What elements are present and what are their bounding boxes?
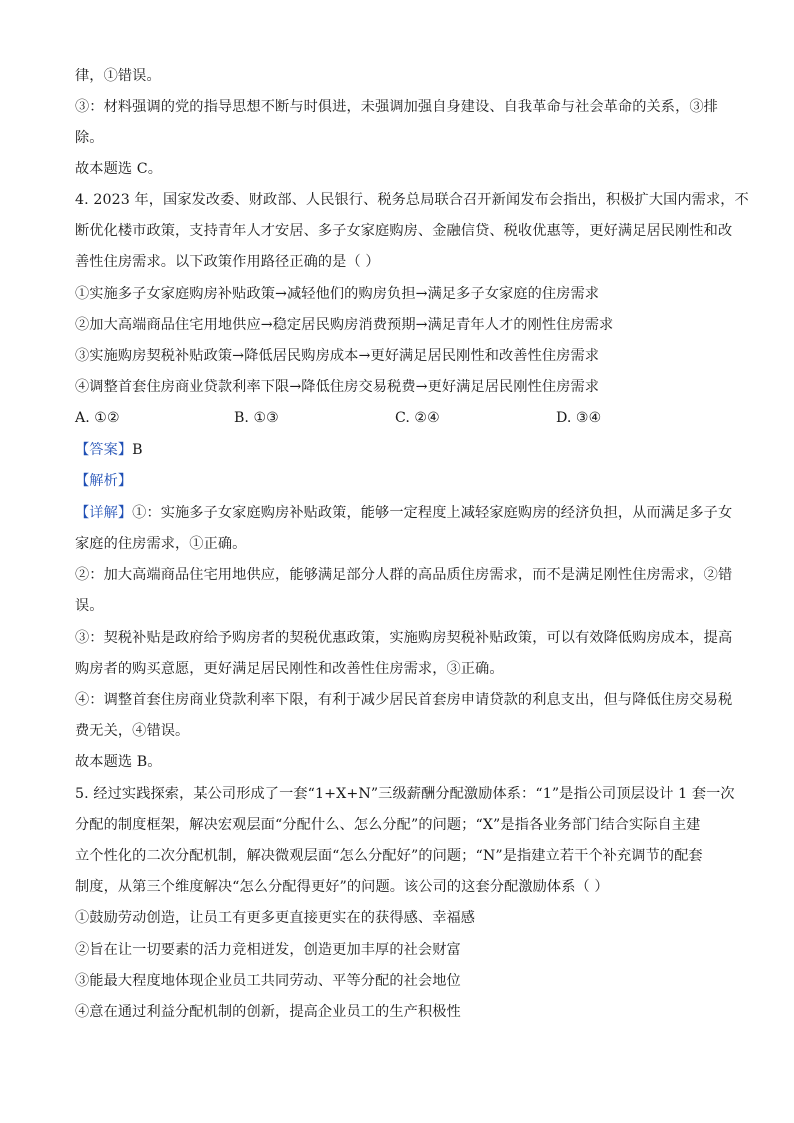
statement-1: ①实施多子女家庭购房补贴政策→减轻他们的购房负担→满足多子女家庭的住房需求 bbox=[75, 286, 600, 302]
detail-line bbox=[75, 503, 733, 523]
option-d: D. ③④ bbox=[556, 410, 602, 426]
question-5-stem: 制度，从第三个维度解决“怎么分配得更好”的问题。该公司的这套分配激励体系（ ） bbox=[75, 879, 609, 895]
question-5-stem: 立个性化的二次分配机制，解决微观层面“怎么分配好”的问题；“N”是指建立若干个补充调节的配套 bbox=[75, 848, 703, 864]
answer-line bbox=[75, 440, 725, 460]
question-4-stem: 善性住房需求。以下政策作用路径正确的是（ ） bbox=[75, 254, 380, 270]
statement-1: ①鼓励劳动创造，让员工有更多更直接更实在的获得感、幸福感 bbox=[75, 910, 476, 926]
text-line: 律，①错误。 bbox=[75, 68, 161, 84]
answer-tag: 【答案】 bbox=[75, 442, 133, 458]
text-line: 除。 bbox=[75, 130, 104, 146]
statement-4: ④意在通过利益分配机制的创新，提高企业员工的生产积极性 bbox=[75, 1004, 461, 1020]
detail-line: 故本题选 B。 bbox=[75, 754, 162, 770]
question-5-stem: 5. 经过实践探索，某公司形成了一套“1+X+N”三级薪酬分配激励体系：“1”是指公司顶层设计 1 套一次 bbox=[75, 786, 735, 802]
question-4-stem: 断优化楼市政策，支持青年人才安居、多子女家庭购房、金融信贷、税收优惠等，更好满足居民刚性和改 bbox=[75, 223, 733, 239]
text-line: 故本题选 C。 bbox=[75, 161, 163, 177]
detail-line: ③：契税补贴是政府给予购房者的契税优惠政策，实施购房契税补贴政策，可以有效降低购房成本，提高 bbox=[75, 630, 733, 646]
detail-line: 费无关，④错误。 bbox=[75, 723, 190, 739]
statement-3: ③实施购房契税补贴政策→降低居民购房成本→更好满足居民刚性和改善性住房需求 bbox=[75, 348, 600, 364]
analysis-line bbox=[75, 471, 725, 491]
statement-4: ④调整首套住房商业贷款利率下限→降低住房交易税费→更好满足居民刚性住房需求 bbox=[75, 379, 600, 395]
text-line: ③：材料强调的党的指导思想不断与时俱进，未强调加强自身建设、自我革命与社会革命的关系，③排 bbox=[75, 99, 718, 115]
question-4-stem: 4. 2023 年，国家发改委、财政部、人民银行、税务总局联合召开新闻发布会指出，积极扩大国内需求，不 bbox=[75, 192, 749, 208]
option-a: A. ①② bbox=[75, 410, 120, 426]
option-c: C. ②④ bbox=[395, 410, 440, 426]
statement-3: ③能最大程度地体现企业员工共同劳动、平等分配的社会地位 bbox=[75, 973, 461, 989]
detail-line: 家庭的住房需求，①正确。 bbox=[75, 536, 247, 552]
detail-tag: 【详解】 bbox=[75, 505, 133, 521]
detail-text: ①：实施多子女家庭购房补贴政策，能够一定程度上减轻家庭购房的经济负担，从而满足多子女 bbox=[132, 505, 733, 521]
question-5-stem: 分配的制度框架，解决宏观层面“分配什么、怎么分配”的问题；“X”是指各业务部门结合实际自主建 bbox=[75, 817, 701, 833]
detail-line: ②：加大高端商品住宅用地供应，能够满足部分人群的高品质住房需求，而不是满足刚性住房需求，②错 bbox=[75, 567, 733, 583]
statement-2: ②旨在让一切要素的活力竞相迸发，创造更加丰厚的社会财富 bbox=[75, 942, 461, 958]
answer-value: B bbox=[132, 442, 143, 458]
option-b: B. ①③ bbox=[234, 410, 279, 426]
detail-line: 误。 bbox=[75, 598, 104, 614]
detail-line: ④：调整首套住房商业贷款利率下限，有利于减少居民首套房申请贷款的利息支出，但与降低住房交易税 bbox=[75, 692, 733, 708]
analysis-tag: 【解析】 bbox=[75, 473, 133, 489]
detail-line: 购房者的购买意愿，更好满足居民刚性和改善性住房需求，③正确。 bbox=[75, 661, 504, 677]
statement-2: ②加大高端商品住宅用地供应→稳定居民购房消费预期→满足青年人才的刚性住房需求 bbox=[75, 317, 614, 333]
